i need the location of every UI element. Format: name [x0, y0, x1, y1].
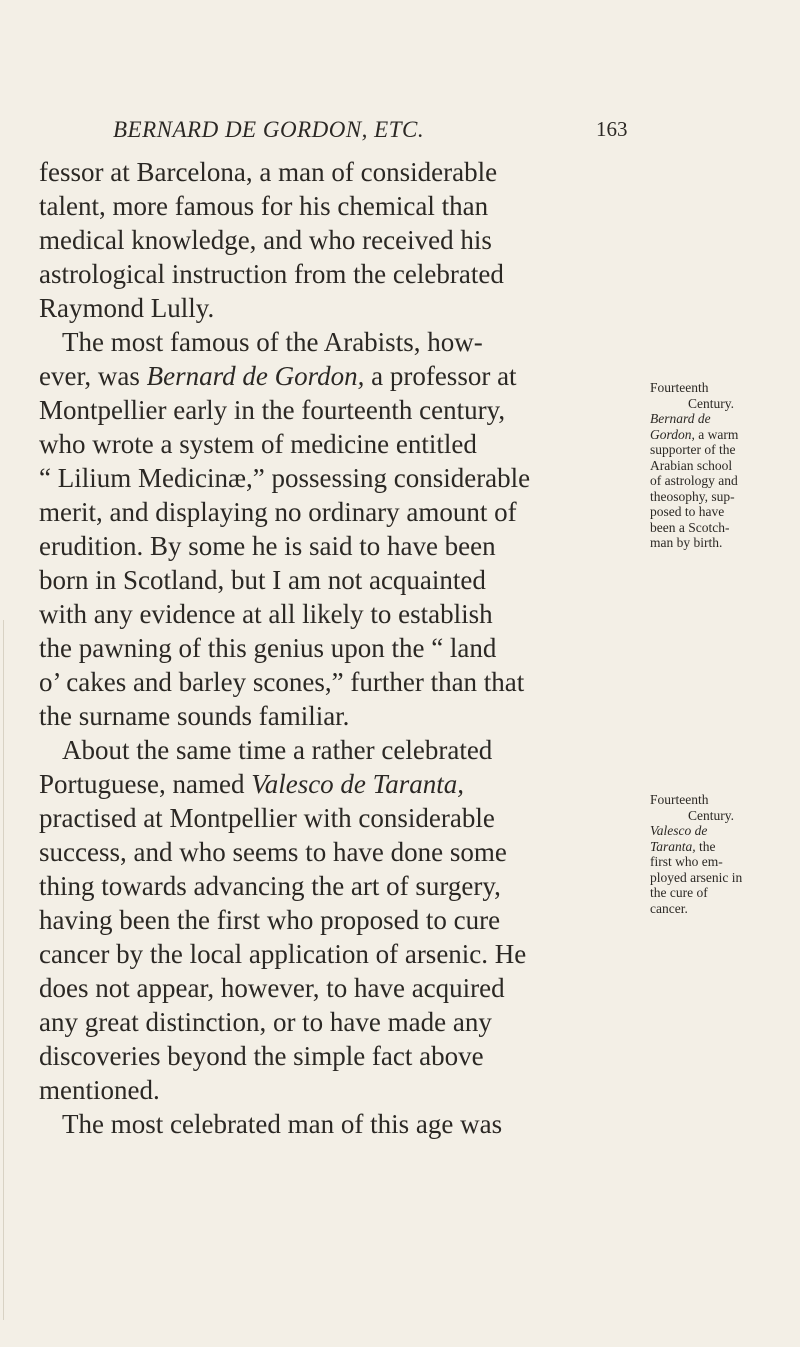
scan-edge-shadow [3, 620, 4, 1320]
sidenote-line: the cure of [650, 885, 708, 900]
sidenote-italic: Gordon, [650, 426, 695, 442]
text-line: fessor at Barcelona, a man of considerable [39, 157, 498, 187]
sidenote-line: supporter of the [650, 442, 736, 457]
page-number: 163 [596, 117, 628, 141]
running-head: BERNARD DE GORDON, ETC. [113, 117, 425, 142]
sidenote-line: been a Scotch- [650, 519, 730, 535]
italic-name-valesco: Valesco de Taranta, [251, 769, 464, 799]
text-line: mentioned. [39, 1075, 160, 1105]
sidenote-valesco-de-taranta [650, 792, 790, 916]
sidenote-line: Fourteenth [650, 380, 709, 395]
sidenote-line: Century. [688, 395, 734, 411]
sidenote-fragment: a warm [694, 426, 739, 442]
text-line: talent, more famous for his chemical than [39, 191, 489, 221]
text-line: Montpellier early in the fourteenth century, [39, 395, 506, 425]
text-line: the pawning of this genius upon the “ land [39, 633, 497, 663]
sidenote-line: Arabian school [650, 457, 733, 473]
text-line: practised at Montpellier with considerable [39, 803, 495, 833]
text-line: Raymond Lully. [39, 293, 215, 323]
sidenote-line: ployed arsenic in [650, 869, 743, 885]
text-line: erudition. By some he is said to have been [39, 531, 496, 561]
sidenote-line [650, 427, 790, 443]
paragraph-start-line: About the same time a rather celebrated [62, 735, 493, 765]
text-line: the surname sounds familiar. [39, 701, 350, 731]
sidenote-line: Bernard de [650, 411, 711, 426]
sidenote-bernard-de-gordon [650, 380, 790, 551]
sidenote-line: theosophy, sup- [650, 488, 735, 504]
sidenote-line: Fourteenth [650, 792, 709, 807]
text-line: who wrote a system of medicine entitled [39, 429, 477, 459]
text-fragment: a professor at [364, 361, 517, 391]
text-line-with-name [39, 767, 464, 801]
text-line-with-name [39, 359, 517, 393]
text-line: “ Lilium Medicinæ,” possessing considerable [39, 463, 531, 493]
text-line: medical knowledge, and who received his [39, 225, 492, 255]
sidenote-line: first who em- [650, 854, 723, 869]
text-line: any great distinction, or to have made any [39, 1007, 492, 1037]
sidenote-line: cancer. [650, 900, 688, 916]
text-line: born in Scotland, but I am not acquainted [39, 565, 486, 595]
paragraph-start-line: The most celebrated man of this age was [62, 1109, 503, 1139]
sidenote-line [650, 839, 790, 855]
sidenote-line: posed to have [650, 504, 725, 519]
text-line: with any evidence at all likely to establish [39, 599, 493, 629]
text-line: thing towards advancing the art of surgery, [39, 871, 501, 901]
sidenote-line: man by birth. [650, 535, 723, 550]
sidenote-line: Valesco de [650, 823, 708, 838]
text-line: having been the first who proposed to cure [39, 905, 501, 935]
paragraph-start-line: The most famous of the Arabists, how- [62, 327, 483, 357]
text-line: merit, and displaying no ordinary amount of [39, 497, 517, 527]
text-line: cancer by the local application of arsenic. He [39, 939, 527, 969]
text-line: success, and who seems to have done some [39, 837, 507, 867]
text-fragment: ever, was [39, 361, 147, 391]
sidenote-line: of astrology and [650, 473, 738, 488]
italic-name-bernard: Bernard de Gordon, [146, 361, 365, 391]
text-line: discoveries beyond the simple fact above [39, 1041, 484, 1071]
text-line: does not appear, however, to have acquired [39, 973, 505, 1003]
text-fragment: Portuguese, named [39, 769, 252, 799]
text-line: o’ cakes and barley scones,” further than that [39, 667, 525, 697]
sidenote-fragment: the [695, 838, 716, 854]
text-line: astrological instruction from the celebrated [39, 259, 504, 289]
sidenote-line: Century. [688, 807, 734, 823]
sidenote-italic: Taranta, [650, 838, 696, 854]
